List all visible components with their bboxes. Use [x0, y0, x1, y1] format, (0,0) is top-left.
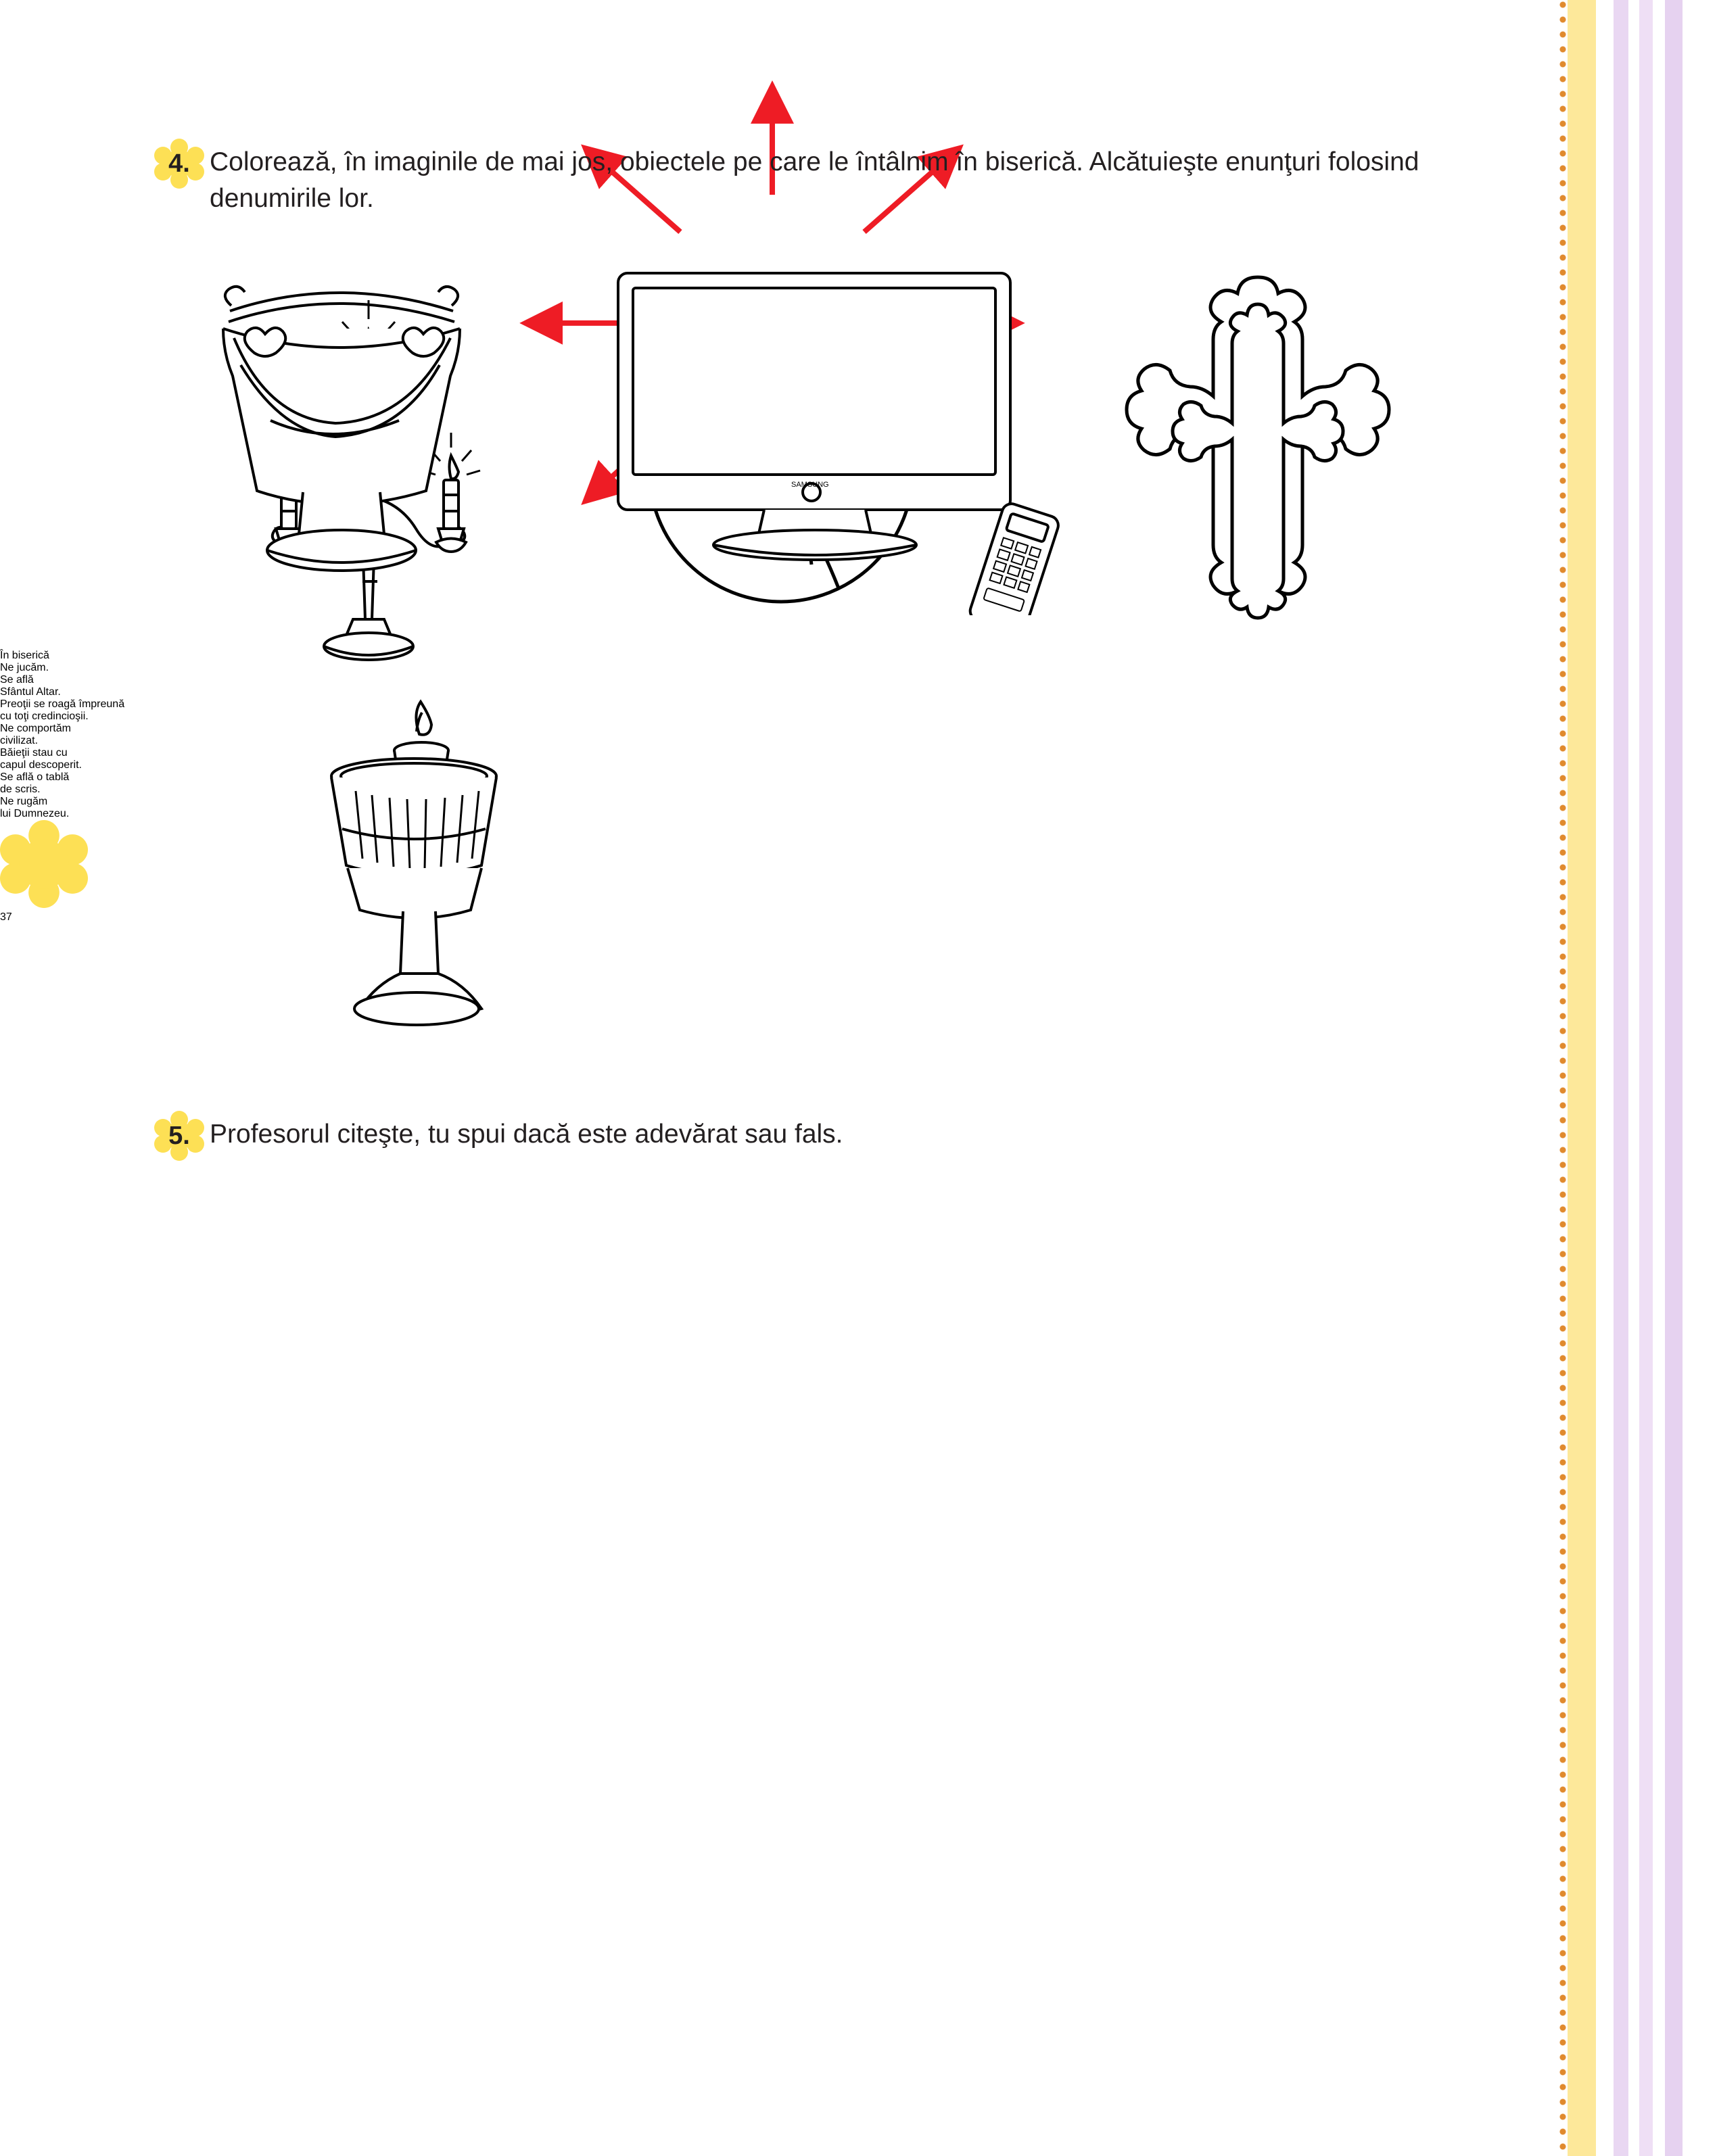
border-lavender-stripe-1	[1614, 0, 1628, 2156]
border-lavender-stripe-3	[1665, 0, 1683, 2156]
svg-text:SAMSUNG: SAMSUNG	[791, 481, 829, 489]
border-white-stripe-2	[1628, 0, 1639, 2156]
border-white-stripe-1	[1596, 0, 1614, 2156]
diagram-node-bottom-right[interactable]: Ne rugăm lui Dumnezeu.	[0, 795, 70, 819]
border-lavender-stripe-2	[1639, 0, 1653, 2156]
flower-badge-5	[154, 1111, 204, 1161]
border-scallop	[1568, 0, 1597, 2156]
border-white-stripe-4	[1683, 0, 1717, 2156]
border-white-stripe-3	[1653, 0, 1665, 2156]
decorative-border	[1545, 0, 1717, 2156]
border-dots	[1558, 0, 1568, 2156]
task-4	[154, 139, 1426, 217]
illustration-television-with-remote[interactable]	[609, 264, 1096, 619]
diagram-center-line1: În	[0, 649, 9, 661]
diagram-node-top-right[interactable]: Preoţii se roagă împreună cu toţi credincioşii.	[0, 698, 125, 722]
flower-icon	[0, 820, 88, 908]
diagram-node-top[interactable]: Ne jucăm.	[0, 661, 49, 673]
illustration-grid	[189, 264, 1407, 1075]
diagram-center-line2: biserică	[11, 649, 49, 661]
diagram-node-top-left[interactable]: Se află Sfântul Altar.	[0, 673, 61, 698]
flower-badge-4	[154, 139, 204, 189]
task-text-5: Profesorul citeşte, tu spui dacă este adevărat sau fals.	[210, 1120, 843, 1149]
illustration-baptismal-font[interactable]	[189, 264, 494, 619]
illustration-candle-in-chalice[interactable]	[284, 696, 555, 1048]
illustration-orthodox-cross[interactable]	[1096, 264, 1420, 683]
task-number-5: 5.	[168, 1121, 190, 1150]
diagram-node-left[interactable]: Ne comportăm civilizat.	[0, 722, 71, 746]
page-number-text: 37	[0, 911, 12, 923]
task-5	[154, 1111, 1426, 1161]
diagram-node-right[interactable]: Băieţii stau cu capul descoperit.	[0, 746, 82, 771]
diagram-node-bottom-left[interactable]: Se află o tablă de scris.	[0, 771, 70, 795]
task-text-4: Colorează, în imaginile de mai jos, obiectele pe care le întâlnim în biserică. Alcătuieşte enunţuri folosind denumirile lor.	[210, 147, 1419, 213]
task-number-4: 4.	[168, 149, 190, 178]
